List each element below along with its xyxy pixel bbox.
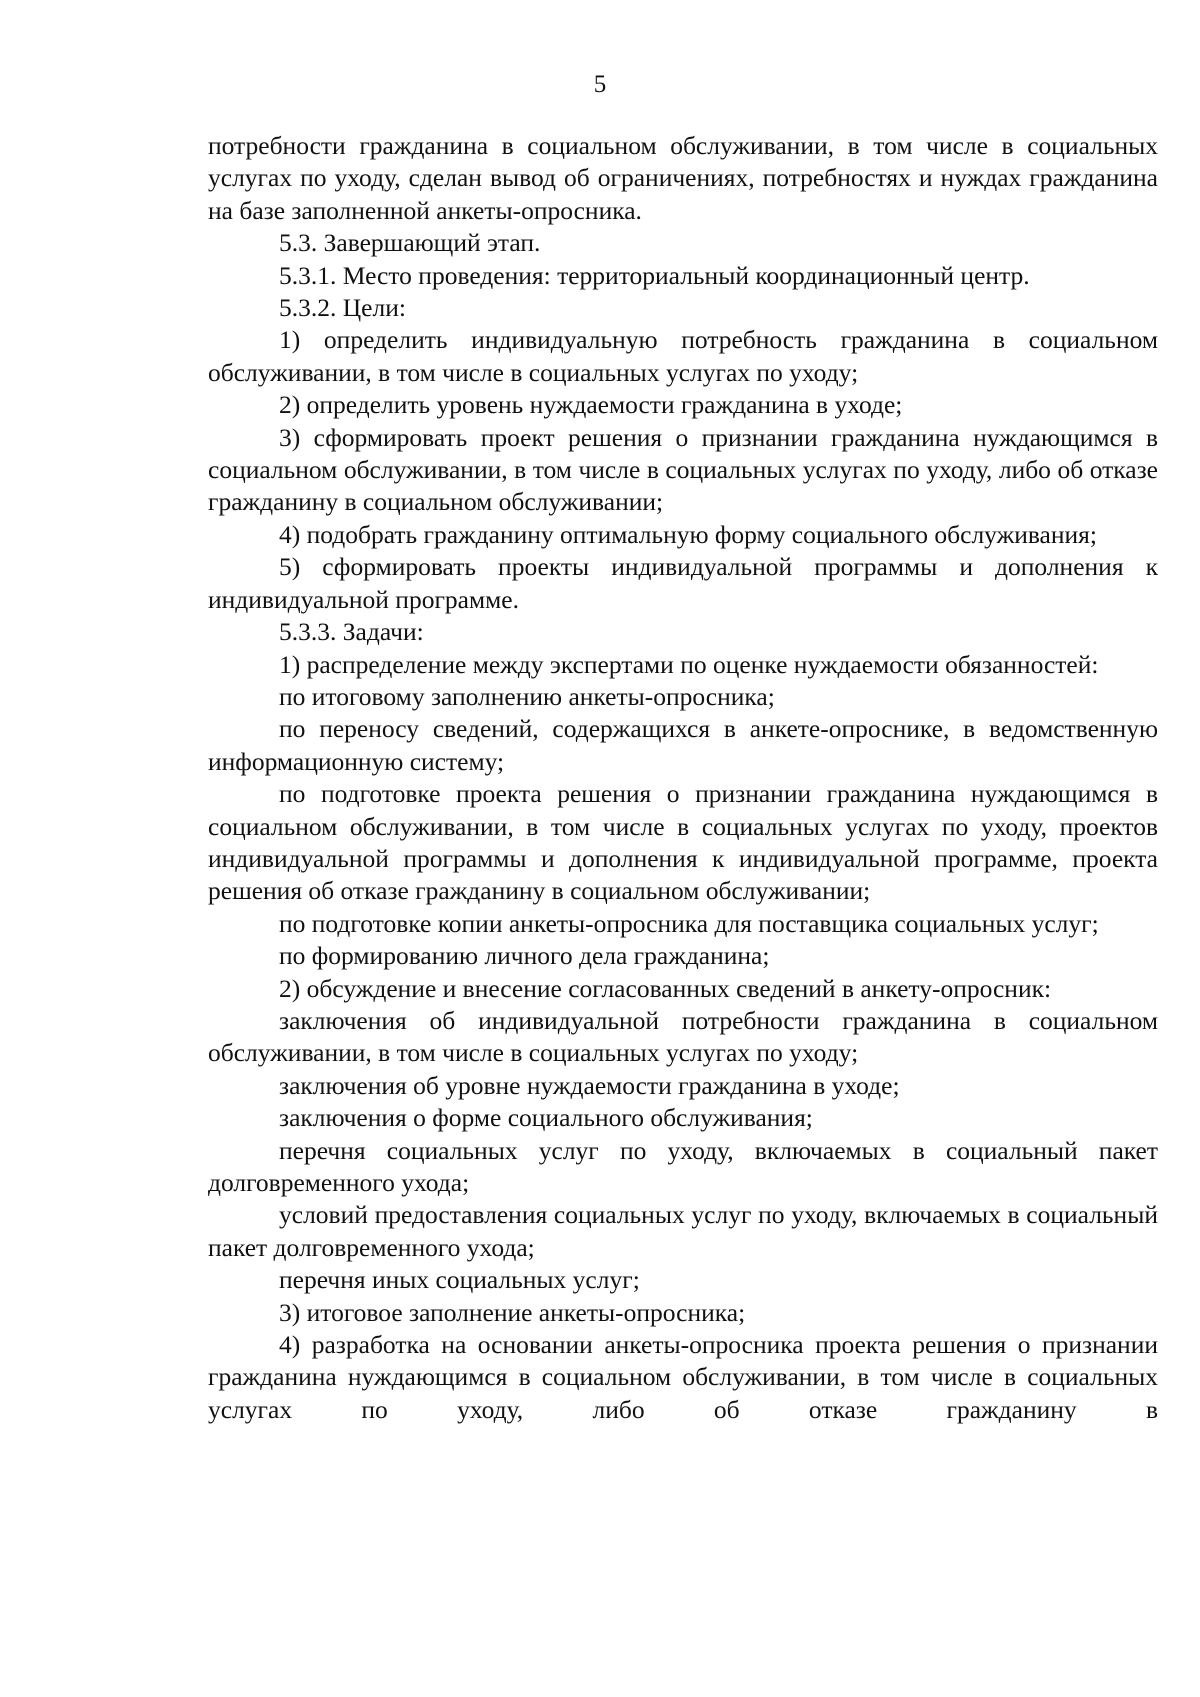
task-subitem: по подготовке копии анкеты-опросника для поставщика социальных услуг; [279, 908, 1099, 938]
task-subitem: условий предоставления социальных услуг по уходу, включаемых в социальный пакет долговременного ухода; [208, 1200, 1158, 1262]
goal-item-3: 3) сформировать проект решения о признании гражданина нуждающимся в социальном обслуживании, в том числе в социальных услугах по уходу, либо об отказе гражданину в социальном обслуживании; [208, 422, 1158, 517]
task-subitem: перечня социальных услуг по уходу, включаемых в социальный пакет долговременного ухода; [208, 1135, 1158, 1197]
document-body [208, 130, 1158, 1426]
task-subitem: по переносу сведений, содержащихся в анкете-опроснике, в ведомственную информационную систему; [208, 714, 1158, 776]
section-heading-5-3-2: 5.3.2. Цели: [279, 293, 406, 323]
section-heading-5-3-1: 5.3.1. Место проведения: территориальный координационный центр. [279, 260, 1030, 290]
goal-item-4: 4) подобрать гражданину оптимальную форму социального обслуживания; [279, 519, 1097, 549]
paragraph-1: потребности гражданина в социальном обслуживании, в том числе в социальных услугах по уходу, сделан вывод об ограничениях, потребностях и нуждах гражданина на базе заполненной анкеты-опросника. [208, 131, 1158, 225]
task-subitem: заключения об уровне нуждаемости гражданина в уходе; [279, 1070, 900, 1100]
task-item-4: 4) разработка на основании анкеты-опросника проекта решения о признании гражданина нуждающимся в социальном обслуживании, в том числе в социальных услугах по уходу, либо об отказе гражданину в [208, 1330, 1158, 1424]
task-item-1: 1) распределение между экспертами по оценке нуждаемости обязанностей: [279, 649, 1099, 679]
task-item-3: 3) итоговое заполнение анкеты-опросника; [279, 1297, 746, 1327]
task-subitem: перечня иных социальных услуг; [279, 1265, 640, 1295]
task-subitem: заключения об индивидуальной потребности гражданина в социальном обслуживании, в том числе в социальных услугах по уходу; [208, 1005, 1158, 1068]
task-subitem: по подготовке проекта решения о признании гражданина нуждающимся в социальном обслуживании, в том числе в социальных услугах по уходу, проектов индивидуальной программы и дополнения к индивидуальной программе, проекта решения об отказе гражданину в социальном обслуживании; [208, 779, 1158, 906]
task-subitem: по итоговому заполнению анкеты-опросника; [279, 681, 775, 711]
task-subitem: по формированию личного дела гражданина; [279, 941, 770, 971]
task-item-2: 2) обсуждение и внесение согласованных сведений в анкету-опросник: [279, 973, 1052, 1003]
goal-item-2: 2) определить уровень нуждаемости гражданина в уходе; [279, 390, 903, 420]
section-heading-5-3: 5.3. Завершающий этап. [279, 228, 541, 258]
goal-item-1: 1) определить индивидуальную потребность гражданина в социальном обслуживании, в том числе в социальных услугах по уходу; [208, 325, 1158, 387]
task-subitem: заключения о форме социального обслуживания; [279, 1103, 813, 1133]
page-number: 5 [593, 71, 607, 98]
goal-item-5: 5) сформировать проекты индивидуальной программы и дополнения к индивидуальной программе. [208, 552, 1158, 614]
section-heading-5-3-3: 5.3.3. Задачи: [279, 617, 424, 647]
